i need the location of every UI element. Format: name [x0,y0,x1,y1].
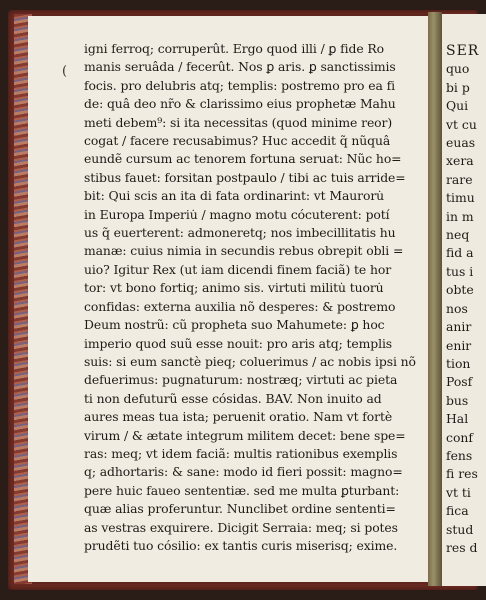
text-line: cogat / facere recusabimus? Huc accedit q̃ nũquâ [84,133,391,149]
text-line: prudẽti tuo cósilio: ex tantis curis miserisq; exime. [84,537,398,553]
text-line: focis. pro delubris atq; templis: postremo pro ea fi [84,77,395,93]
page-text-block [84,40,416,555]
text-line: meti debem⁹: si ita necessitas (quod minime reor) [84,114,393,130]
text-line: fens [446,447,473,463]
text-line: stibus fauet: forsitan postpaulo / tibi ac tuis arride= [84,169,406,185]
text-line: q; adhortaris: & sane: modo id fieri possit: magno= [84,464,403,480]
text-line: suis: si eum sanctè pieq; coluerimus / ac nobis ipsi nõ [84,353,416,369]
right-page [442,14,486,586]
text-line: manæ: cuius nimia in secundis rebus obrepit obli = [84,243,404,259]
text-line: SER [446,43,480,59]
text-line: timu [446,190,475,206]
text-line: nos [446,300,468,316]
text-line: res d [446,539,478,555]
text-line: quæ alias proferuntur. Nunclibet ordine sententi= [84,501,396,517]
facing-page-text [446,42,486,557]
text-line: Hal [446,411,469,427]
text-line: fid a [446,245,474,261]
text-line: eundẽ cursum ac tenorem fortuna seruat: Nũc ho= [84,151,402,167]
text-line: Qui [446,98,469,114]
text-line: bi p [446,79,470,95]
text-line: as vestras exquirere. Dicigit Serraia: meq; si potes [84,519,398,535]
text-line: conf [446,429,473,445]
text-line: de: quâ deo nr̃o & clarissimo eius prophetæ Mahu [84,96,396,112]
text-line: pere huic faueo sententiæ. sed me multa ꝑturbant: [84,482,400,498]
text-line: neq [446,227,470,243]
text-line: igni ferroq; corruperût. Ergo quod illi / ꝑ fide Ro [84,41,384,56]
text-line: ras: meq; vt idem faciã: multis rationibus exemplis [84,445,398,461]
text-line: anir [446,319,472,335]
text-line: fi res [446,466,478,482]
text-line: manis seruâda / fecerût. Nos ꝑ aris. ꝑ sanctissimis [84,59,396,75]
text-line: xera [446,153,474,169]
text-line: us q̃ euerterent: admoneretq; nos imbecillitatis hu [84,225,396,241]
text-line: defuerimus: pugnaturum: nostræq; virtuti ac pieta [84,372,398,388]
text-line: in m [446,208,474,224]
text-line: vt ti [446,484,471,500]
book-gutter [428,12,442,586]
text-line: stud [446,521,474,537]
text-line: enir [446,337,472,353]
text-line: bit: Qui scis an ita di fata ordinarint: vt Mauroru̇ [84,188,385,204]
text-line: obte [446,282,474,298]
text-line: Deum nostrũ: cũ propheta suo Mahumete: ꝑ hoc [84,317,385,333]
text-line: vt cu [446,116,477,132]
text-line: bus [446,392,469,408]
text-line: quo [446,61,470,77]
text-line: imperio quod suũ esse nouit: pro aris atq; templis [84,335,393,351]
text-line: in Europa Imperiu̇ / magno motu cócuterent: potí [84,206,390,222]
text-line: uio? Igitur Rex (ut iam dicendi finem faciã) te hor [84,261,392,277]
text-line: ti non defuturũ esse cósidas. BAV. Non inuito ad [84,390,382,406]
text-line: tor: vt bono fortiq; animo sis. virtuti militu̇ tuoru̇ [84,280,384,296]
text-line: aures meas tua ista; peruenit oratio. Nam vt fortè [84,409,393,425]
text-line: fica [446,503,469,519]
text-line: confidas: externa auxilia nõ desperes: & postremo [84,298,396,314]
text-line: Posf [446,374,473,390]
text-line: euas [446,135,476,151]
margin-mark: ( [62,64,68,79]
text-line: virum / & ætate integrum militem decet: bene spe= [84,427,406,443]
text-line: rare [446,171,473,187]
text-line: tion [446,355,471,371]
text-line: tus i [446,263,474,279]
